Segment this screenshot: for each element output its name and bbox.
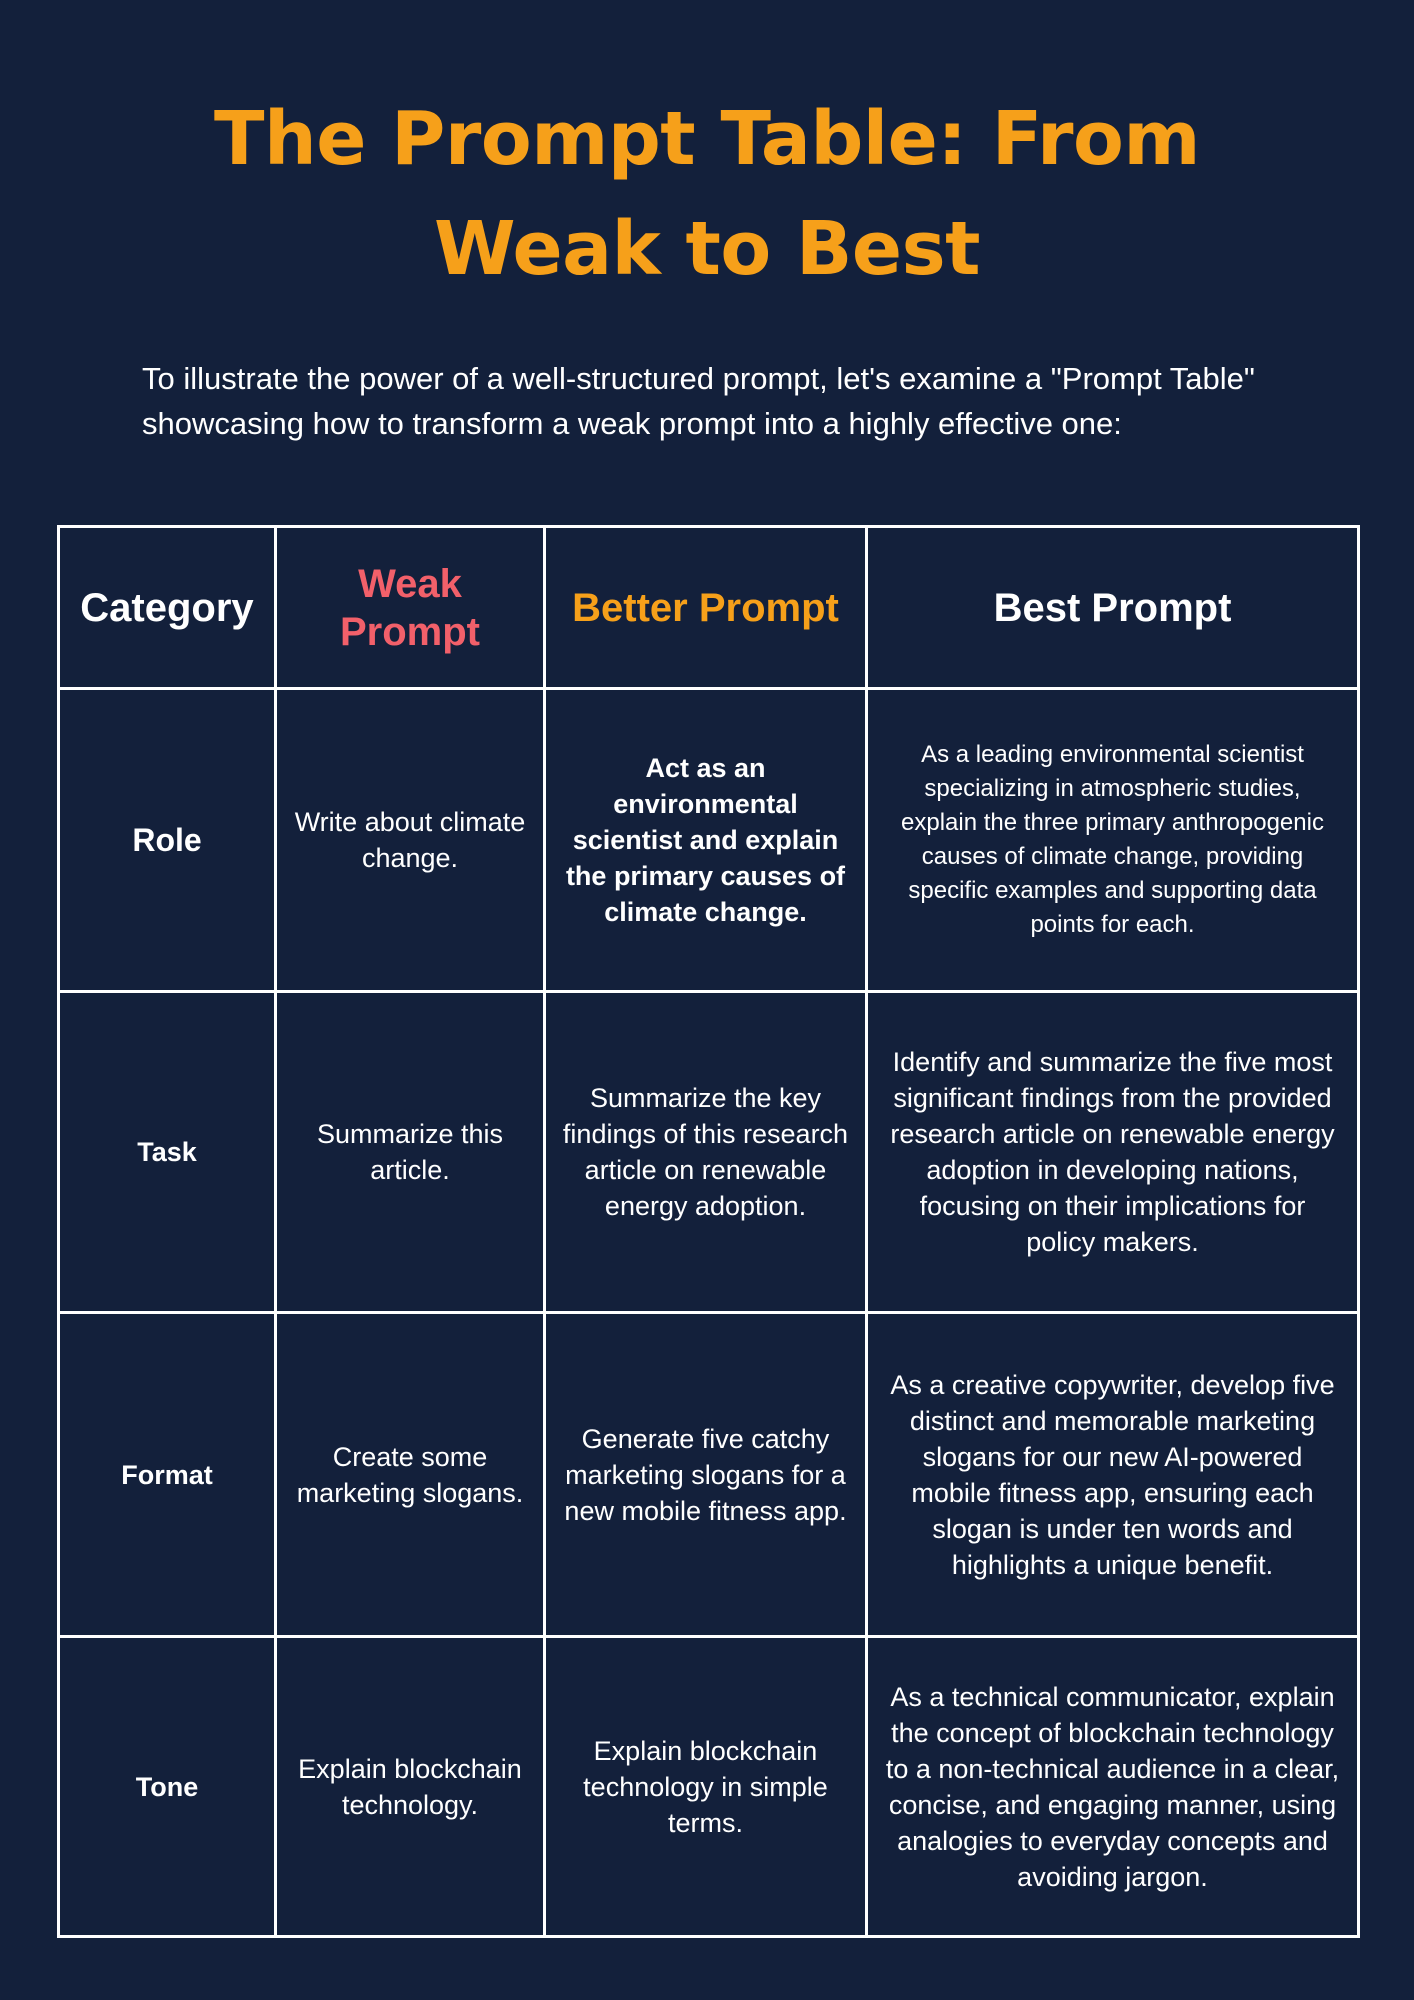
cell-category: Role — [59, 689, 276, 992]
table-row-role — [59, 689, 1359, 992]
cell-category: Task — [59, 992, 276, 1313]
prompt-table — [57, 525, 1360, 1938]
cell-category: Tone — [59, 1637, 276, 1937]
cell-best-prompt: As a technical communicator, explain the concept of blockchain technology to a non-technical audience in a clear, concise, and engaging manner, using analogies to everyday concepts and avoiding jargon. — [867, 1637, 1359, 1937]
header-best-prompt: Best Prompt — [867, 527, 1359, 689]
header-better-prompt: Better Prompt — [545, 527, 867, 689]
page-title — [0, 84, 1414, 304]
table-row-task — [59, 992, 1359, 1313]
cell-better-prompt: Generate five catchy marketing slogans for a new mobile fitness app. — [545, 1313, 867, 1637]
cell-weak-prompt: Create some marketing slogans. — [276, 1313, 545, 1637]
table-header — [59, 527, 1359, 689]
cell-category: Format — [59, 1313, 276, 1637]
page-title-line-2: Weak to Best — [433, 206, 981, 292]
header-category: Category — [59, 527, 276, 689]
cell-weak-prompt: Write about climate change. — [276, 689, 545, 992]
cell-best-prompt: As a creative copywriter, develop five distinct and memorable marketing slogans for our new AI-powered mobile fitness app, ensuring each slogan is under ten words and highlights a unique benefit. — [867, 1313, 1359, 1637]
table-body — [59, 689, 1359, 1937]
table-row-format — [59, 1313, 1359, 1637]
page-title-line-1: The Prompt Table: From — [214, 96, 1200, 182]
header-weak-prompt: Weak Prompt — [276, 527, 545, 689]
cell-better-prompt: Summarize the key findings of this research article on renewable energy adoption. — [545, 992, 867, 1313]
cell-weak-prompt: Summarize this article. — [276, 992, 545, 1313]
cell-weak-prompt: Explain blockchain technology. — [276, 1637, 545, 1937]
cell-better-prompt: Explain blockchain technology in simple terms. — [545, 1637, 867, 1937]
cell-best-prompt: As a leading environmental scientist specializing in atmospheric studies, explain the three primary anthropogenic causes of climate change, providing specific examples and supporting data points for each. — [867, 689, 1359, 992]
header-row — [59, 527, 1359, 689]
intro-paragraph: To illustrate the power of a well-structured prompt, let's examine a "Prompt Table" showcasing how to transform a weak prompt into a highly effective one: — [142, 361, 1255, 441]
table-row-tone — [59, 1637, 1359, 1937]
cell-better-prompt: Act as an environmental scientist and explain the primary causes of climate change. — [545, 689, 867, 992]
cell-best-prompt: Identify and summarize the five most significant findings from the provided research article on renewable energy adoption in developing nations, focusing on their implications for policy makers. — [867, 992, 1359, 1313]
